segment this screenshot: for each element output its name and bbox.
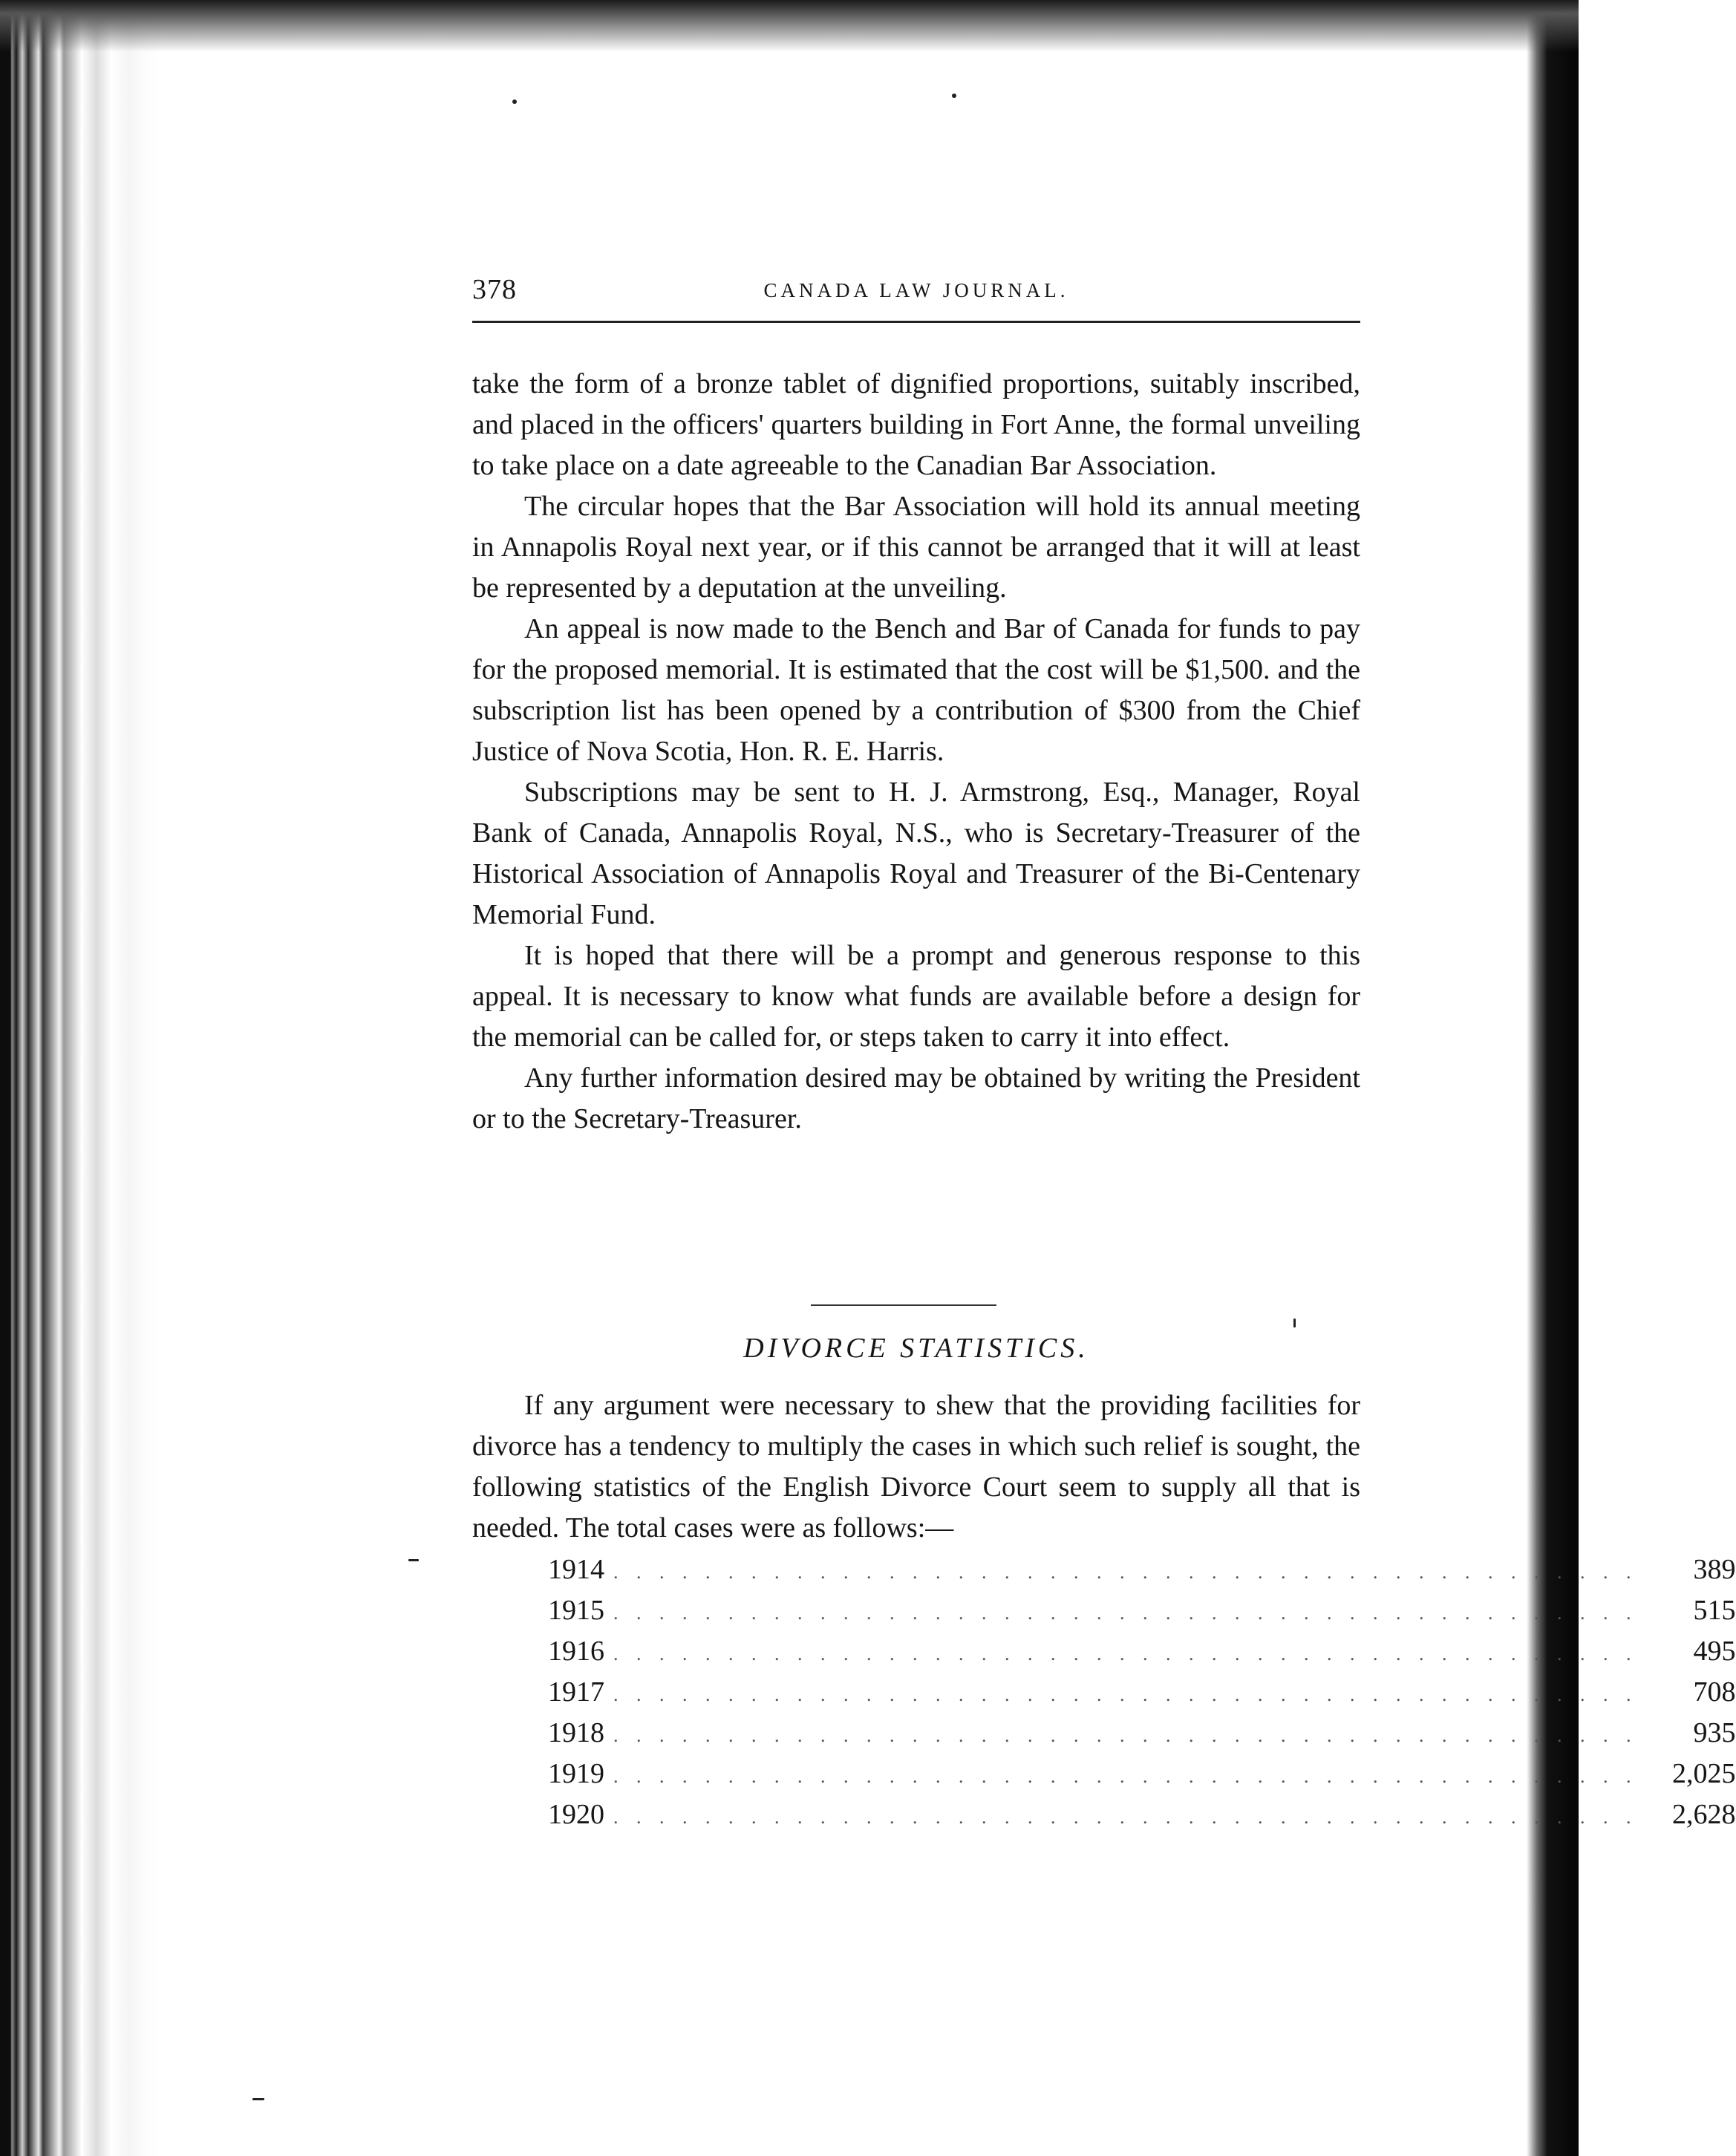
paragraph: Subscriptions may be sent to H. J. Armstrong, Esq., Manager, Royal Bank of Canada, Annapolis Royal, N.S., who is Secretary-Treasurer of the Historical Association of Annapolis Royal and Treasurer of the Bi-Centenary Memorial Fund. <box>472 777 1360 930</box>
year-cell: 1918 <box>548 1717 604 1748</box>
header-rule <box>472 321 1360 323</box>
dot-leader: . . . . . . . . . . . . . . . . . . . . . . . . . . . . . . . . . . . . . . . . . . . . . <box>613 1602 1638 1624</box>
table-row <box>548 1553 1736 1594</box>
page-number: 378 <box>472 274 517 305</box>
divorce-statistics-table <box>548 1553 1736 1839</box>
dot-leader: . . . . . . . . . . . . . . . . . . . . . . . . . . . . . . . . . . . . . . . . . . . . . <box>613 1561 1638 1583</box>
year-cell: 1920 <box>548 1799 604 1830</box>
scan-speck <box>952 94 956 98</box>
dot-leader: . . . . . . . . . . . . . . . . . . . . . . . . . . . . . . . . . . . . . . . . . . . . . <box>613 1684 1638 1705</box>
table-row <box>548 1635 1736 1676</box>
table-row <box>548 1757 1736 1798</box>
table-row <box>548 1716 1736 1757</box>
table-row <box>548 1594 1736 1635</box>
count-cell: 2,628 <box>1672 1799 1736 1830</box>
scan-edge-shadow-top <box>0 0 1579 52</box>
year-cell: 1919 <box>548 1758 604 1789</box>
table-row <box>548 1798 1736 1839</box>
count-cell: 389 <box>1693 1554 1736 1585</box>
paragraph: Any further information desired may be obtained by writing the President or to the Secretary-Treasurer. <box>472 1062 1360 1134</box>
scan-speck <box>1293 1319 1296 1327</box>
page-header <box>472 273 1360 318</box>
count-cell: 935 <box>1693 1717 1736 1748</box>
paragraph: It is hoped that there will be a prompt and generous response to this appeal. It is necessary to know what funds are available before a design for the memorial can be called for, or steps taken to carry it into effect. <box>472 940 1360 1053</box>
dot-leader: . . . . . . . . . . . . . . . . . . . . . . . . . . . . . . . . . . . . . . . . . . . . . <box>613 1806 1638 1828</box>
paragraph: take the form of a bronze tablet of dignified proportions, suitably inscribed, and placed in the officers' quarters building in Fort Anne, the formal unveiling to take place on a date agreeable to the Canadian Bar Association. <box>472 368 1360 481</box>
dot-leader: . . . . . . . . . . . . . . . . . . . . . . . . . . . . . . . . . . . . . . . . . . . . . <box>613 1643 1638 1665</box>
count-cell: 2,025 <box>1672 1758 1736 1789</box>
table-row <box>548 1676 1736 1716</box>
count-cell: 708 <box>1693 1676 1736 1708</box>
paragraph: If any argument were necessary to shew that the providing facilities for divorce has a tendency to multiply the cases in which such relief is sought, the following statistics of the English Divorce Court seem to supply all that is needed. The total cases were as follows:— <box>472 1390 1360 1544</box>
scan-speck <box>252 2098 264 2100</box>
year-cell: 1917 <box>548 1676 604 1708</box>
year-cell: 1914 <box>548 1554 604 1585</box>
section-title: DIVORCE STATISTICS. <box>743 1333 1089 1364</box>
count-cell: 495 <box>1693 1636 1736 1667</box>
running-title: CANADA LAW JOURNAL. <box>763 279 1069 301</box>
dot-leader: . . . . . . . . . . . . . . . . . . . . . . . . . . . . . . . . . . . . . . . . . . . . . <box>613 1725 1638 1746</box>
paragraph: The circular hopes that the Bar Association will hold its annual meeting in Annapolis Royal next year, or if this cannot be arranged that it will at least be represented by a deputation at the unveiling. <box>472 491 1360 604</box>
scan-speck <box>512 99 517 104</box>
section-intro <box>472 1385 1360 1549</box>
scan-binding-fade <box>104 0 171 2156</box>
paragraph: An appeal is now made to the Bench and Bar of Canada for funds to pay for the proposed memorial. It is estimated that the cost will be $1,500. and the subscription list has been opened by a contribution of $300 from the Chief Justice of Nova Scotia, Hon. R. E. Harris. <box>472 613 1360 767</box>
count-cell: 515 <box>1693 1595 1736 1626</box>
dot-leader: . . . . . . . . . . . . . . . . . . . . . . . . . . . . . . . . . . . . . . . . . . . . . <box>613 1765 1638 1787</box>
scan-speck <box>408 1559 419 1561</box>
year-cell: 1916 <box>548 1636 604 1667</box>
article-body <box>472 364 1360 1140</box>
section-divider <box>811 1304 996 1306</box>
scan-edge-shadow-right <box>1527 0 1579 2156</box>
year-cell: 1915 <box>548 1595 604 1626</box>
